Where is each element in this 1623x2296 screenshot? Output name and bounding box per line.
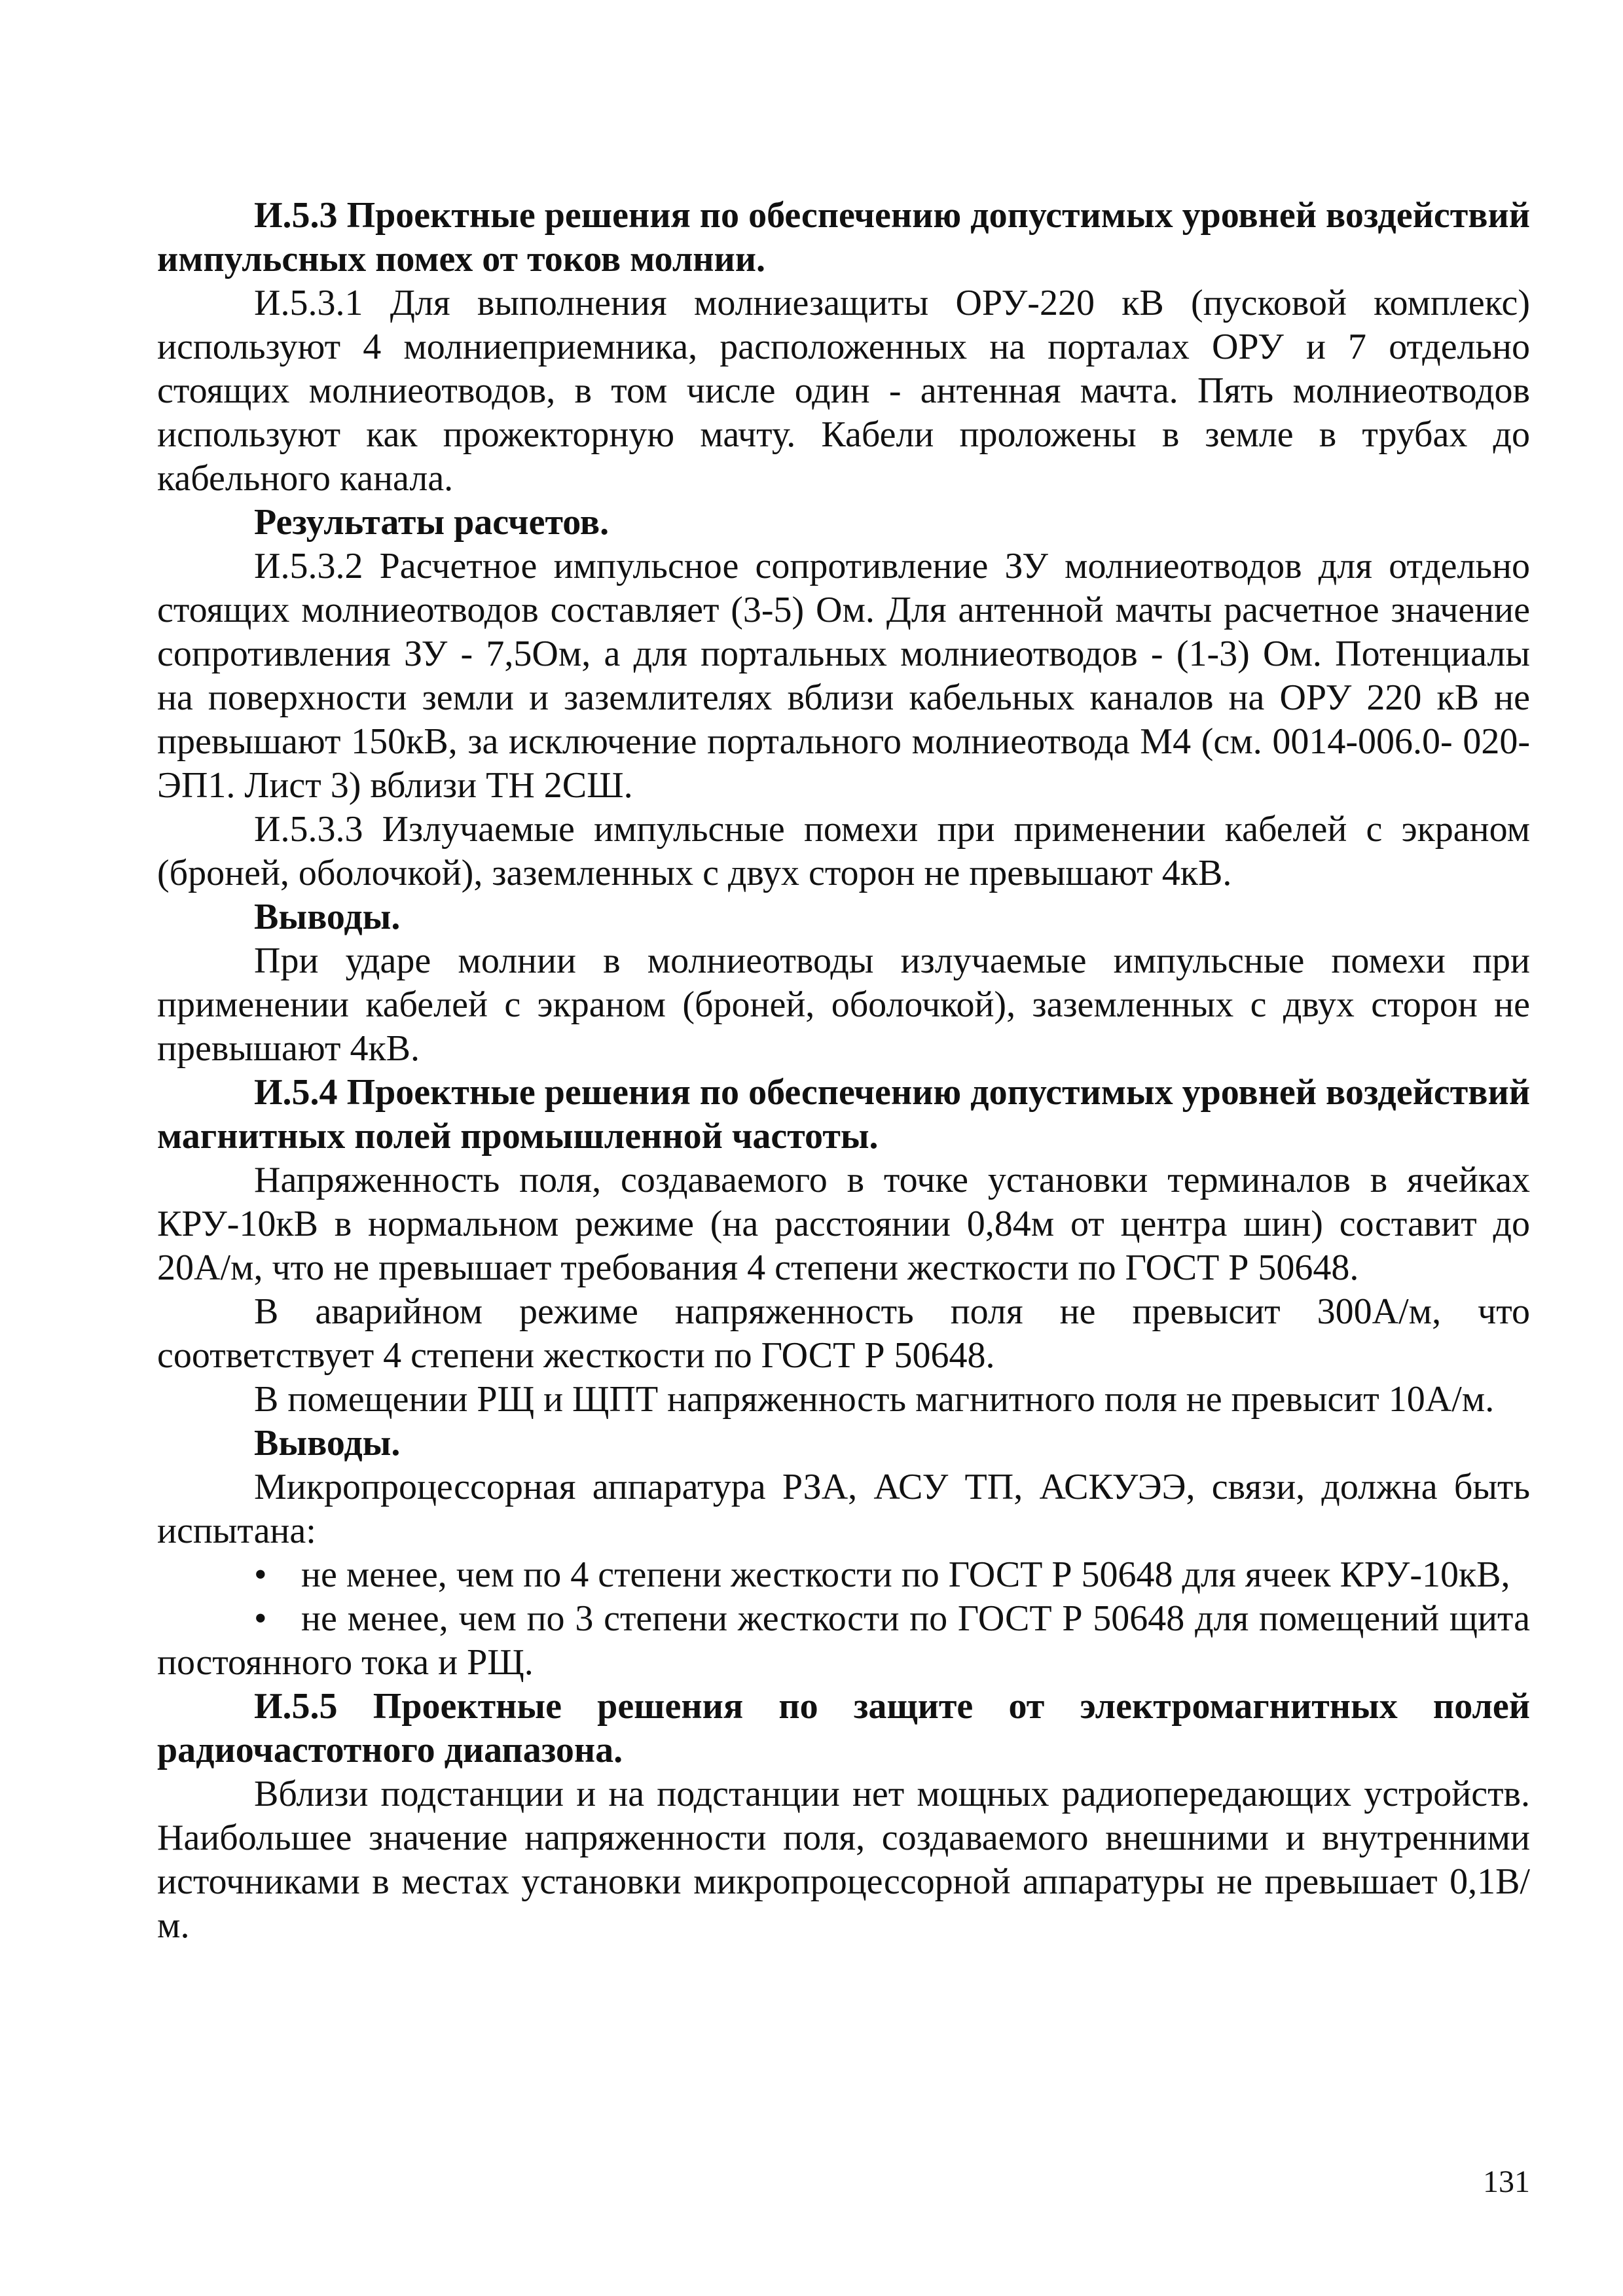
paragraph-testing-intro: Микропроцессорная аппаратура РЗА, АСУ ТП, АСКУЭЭ, связи, должна быть испытана: bbox=[157, 1467, 1530, 1551]
paragraph-i-5-3-3: И.5.3.3 Излучаемые импульсные помехи при применении кабелей с экраном (броней, оболочкой), заземленных с двух сторон не превышают 4кВ. bbox=[157, 809, 1530, 893]
paragraph-field-strength: Напряженность поля, создаваемого в точке установки терминалов в ячейках КРУ-10кВ в нормальном режиме (на расстоянии 0,84м от центра шин) составит до 20А/м, что не превышает требования 4 степени жесткости по ГОСТ Р 50648. bbox=[157, 1160, 1530, 1288]
list-item-text: не менее, чем по 4 степени жесткости по ГОСТ Р 50648 для ячеек КРУ-10кВ, bbox=[301, 1554, 1510, 1595]
list-item bbox=[157, 1597, 1530, 1685]
paragraph-emergency-mode: В аварийном режиме напряженность поля не превысит 300А/м, что соответствует 4 степени жесткости по ГОСТ Р 50648. bbox=[157, 1291, 1530, 1376]
bullet-icon: • bbox=[254, 1554, 267, 1595]
paragraph-i-5-3-2: И.5.3.2 Расчетное импульсное сопротивление ЗУ молниеотводов для отдельно стоящих молниеотводов составляет (3-5) Ом. Для антенной мачты расчетное значение сопротивления ЗУ - 7,5Ом, а для портальных молниеотводов - (1-3) Ом. Потенциалы на поверхности земли и заземлителях вблизи кабельных каналов на ОРУ 220 кВ не превышают 150кВ, за исключение портального молниеотвода М4 (см. 0014-006.0- 020-ЭП1. Лист 3) вблизи ТН 2СШ. bbox=[157, 546, 1530, 806]
page-number: 131 bbox=[1483, 2164, 1530, 2199]
subheading-conclusions-1: Выводы. bbox=[254, 897, 401, 937]
paragraph-conclusion-1: При ударе молнии в молниеотводы излучаемые импульсные помехи при применении кабелей с экраном (броней, оболочкой), заземленных с двух сторон не превышают 4кВ. bbox=[157, 941, 1530, 1069]
subheading-conclusions-2: Выводы. bbox=[254, 1423, 401, 1463]
subheading-results: Результаты расчетов. bbox=[254, 502, 610, 543]
bullet-icon: • bbox=[254, 1598, 267, 1639]
section-heading-i-5-4: И.5.4 Проектные решения по обеспечению допустимых уровней воздействий магнитных полей промышленной частоты. bbox=[157, 1072, 1530, 1157]
list-item bbox=[157, 1553, 1530, 1597]
section-heading-i-5-5: И.5.5 Проектные решения по защите от электромагнитных полей радиочастотного диапазона. bbox=[157, 1686, 1530, 1770]
paragraph-i-5-3-1: И.5.3.1 Для выполнения молниезащиты ОРУ-220 кВ (пусковой комплекс) используют 4 молниеприемника, расположенных на порталах ОРУ и 7 отдельно стоящих молниеотводов, в том числе один - антенная мачта. Пять молниеотводов используют как прожекторную мачту. Кабели проложены в земле в трубах до кабельного канала. bbox=[157, 283, 1530, 499]
section-heading-i-5-3: И.5.3 Проектные решения по обеспечению допустимых уровней воздействий импульсных помех от токов молнии. bbox=[157, 195, 1530, 279]
list-item-text: не менее, чем по 3 степени жесткости по ГОСТ Р 50648 для помещений щита постоянного тока и РЩ. bbox=[157, 1598, 1530, 1683]
document-page bbox=[157, 194, 1530, 1948]
paragraph-radio-frequency: Вблизи подстанции и на подстанции нет мощных радиопередающих устройств. Наибольшее значение напряженности поля, создаваемого внешними и внутренними источниками в местах установки микропроцессорной аппаратуры не превышает 0,1В/м. bbox=[157, 1774, 1530, 1946]
paragraph-room-field: В помещении РЩ и ЩПТ напряженность магнитного поля не превысит 10А/м. bbox=[254, 1379, 1495, 1420]
